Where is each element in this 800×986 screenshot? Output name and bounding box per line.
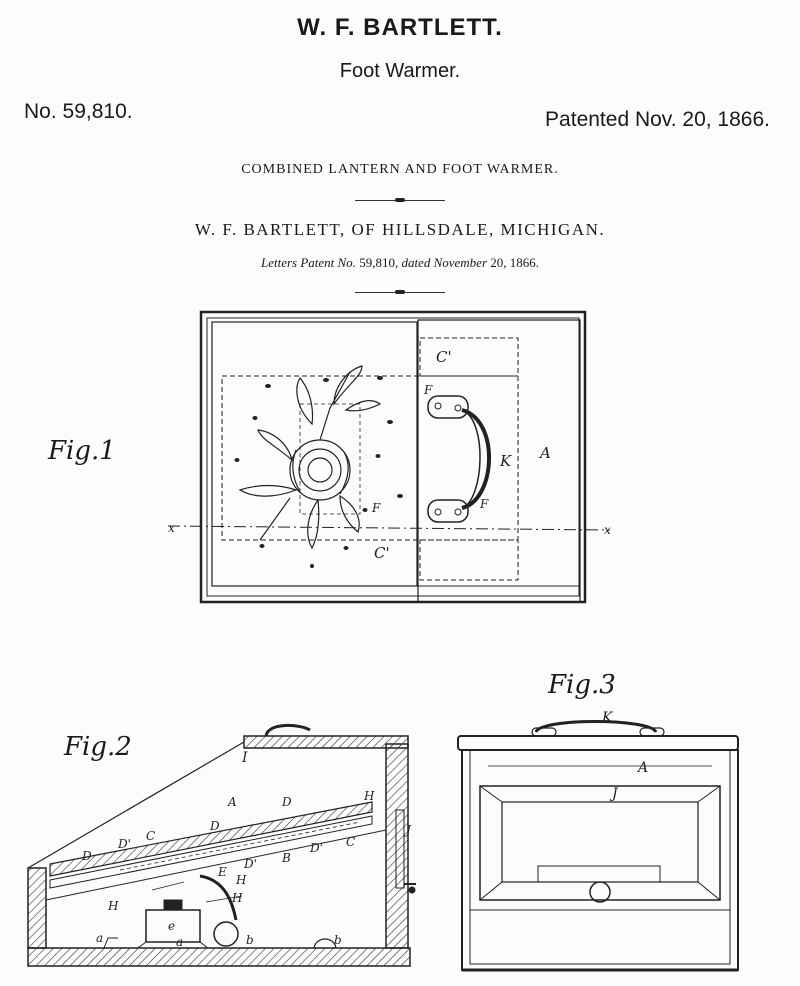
letters-number: 59,810, — [359, 255, 399, 270]
fig1-ref-k: K — [500, 452, 512, 470]
fig2-ref-e2: e — [168, 919, 176, 933]
fig3-ref-k: K — [602, 710, 613, 726]
figure-1-label: Fig.1 — [48, 436, 116, 466]
patent-date: Patented Nov. 20, 1866. — [545, 108, 770, 131]
letters-month: November — [433, 255, 488, 270]
fig1-ref-x-right: x — [604, 523, 611, 537]
fig2-ref-a-small1: a — [96, 931, 104, 945]
fig1-ref-x-left: x — [168, 521, 175, 535]
fig2-ref-a-small2: a — [176, 935, 184, 949]
fig2-ref-c1: C — [146, 829, 156, 843]
letters-dated: dated — [401, 255, 431, 270]
fig2-ref-d-prime2: D' — [244, 857, 257, 871]
fig2-ref-d2: D — [210, 819, 220, 833]
fig2-ref-b: B — [282, 851, 291, 865]
specification-title: COMBINED LANTERN AND FOOT WARMER. — [241, 162, 559, 177]
fig1-ref-c-bottom: C' — [374, 544, 390, 562]
fig1-ref-f3: F — [480, 497, 489, 511]
fig2-ref-d3: D — [282, 795, 292, 809]
fig2-ref-d1: D — [82, 849, 92, 863]
fig2-ref-d-prime1: D' — [118, 837, 131, 851]
fig2-ref-d-prime3: D' — [310, 841, 323, 855]
figure-3-label: Fig.3 — [548, 670, 616, 700]
inventor-heading: W. F. BARTLETT. — [297, 14, 503, 41]
letters-prefix: Letters Patent No. — [260, 255, 356, 270]
fig2-ref-h3: H — [108, 899, 119, 913]
fig3-ref-j: J — [612, 786, 618, 802]
fig1-ref-f1: F — [424, 383, 433, 397]
fig2-ref-j: J — [406, 823, 411, 837]
patent-number: No. 59,810. — [24, 100, 133, 123]
fig1-ref-a: A — [540, 444, 551, 462]
figure-3-drawing — [458, 722, 738, 971]
fig3-ref-a: A — [638, 760, 649, 776]
patent-subject: Foot Warmer. — [339, 60, 461, 82]
specification-inventor: W. F. BARTLETT, OF HILLSDALE, MICHIGAN. — [194, 220, 606, 239]
fig1-ref-c-top: C' — [436, 348, 452, 366]
fig2-ref-h2: H — [236, 873, 247, 887]
fig1-ref-f2: F — [372, 501, 381, 515]
fig2-ref-h1: H — [364, 789, 375, 803]
fig2-ref-e1: E — [218, 865, 227, 879]
fig2-ref-b-small1: b — [246, 933, 254, 947]
letters-date-rest: 20, 1866. — [490, 255, 540, 270]
fig2-ref-a: A — [228, 795, 237, 809]
figure-2-ref-labels — [81, 750, 412, 949]
fig2-ref-i: I — [242, 750, 248, 766]
fig2-ref-h4: H — [232, 891, 243, 905]
fig2-ref-c2: C — [346, 835, 356, 849]
fig2-ref-b-small2: b — [334, 933, 342, 947]
figure-2-drawing — [28, 725, 416, 966]
figure-2-label: Fig.2 — [64, 732, 132, 762]
